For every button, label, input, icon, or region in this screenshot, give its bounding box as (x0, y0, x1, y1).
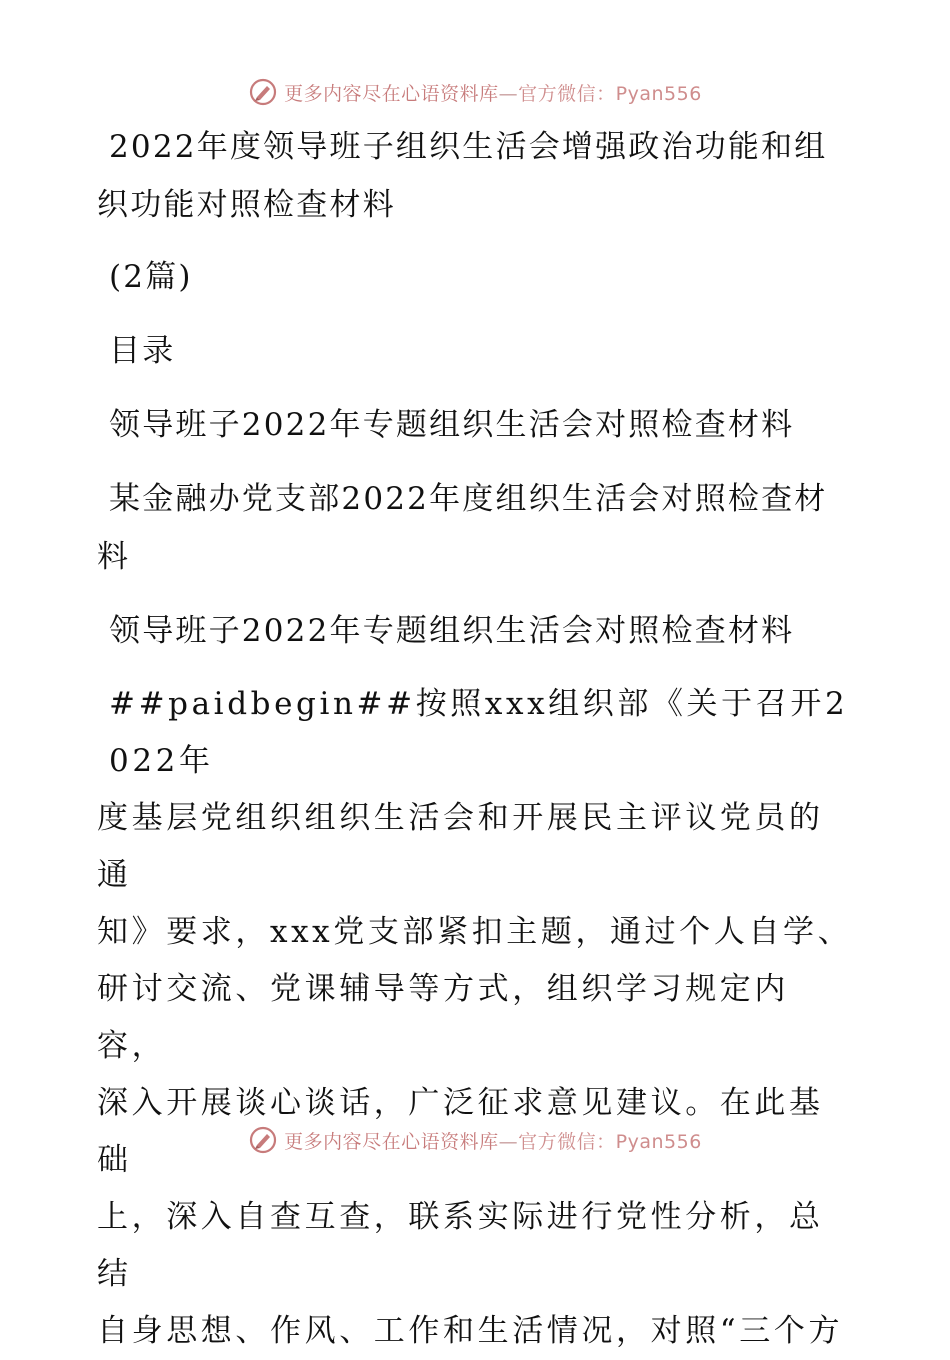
section-heading: 领导班子2022年专题组织生活会对照检查材料 (109, 613, 795, 649)
watermark-text: 更多内容尽在心语资料库—官方微信：Pyan556 (284, 1130, 702, 1153)
header-watermark (0, 72, 950, 112)
document-count: (2篇) (109, 259, 193, 295)
body-line: 深入开展谈心谈话，广泛征求意见建议。在此基础 (97, 1085, 824, 1178)
fountain-pen-logo-icon (248, 1125, 278, 1155)
toc-heading: 目录 (109, 333, 176, 369)
body-line: 上，深入自查互查，联系实际进行党性分析，总结 (97, 1199, 824, 1292)
toc-item-1: 领导班子2022年专题组织生活会对照检查材料 (109, 407, 795, 443)
body-line: 研讨交流、党课辅导等方式，组织学习规定内容， (97, 971, 789, 1064)
body-line: ##paidbegin##按照xxx组织部《关于召开2022年 (109, 686, 849, 779)
body-line: 知》要求，xxx党支部紧扣主题，通过个人自学、 (97, 914, 853, 950)
document-body (97, 118, 857, 1360)
body-paragraph (97, 676, 857, 1360)
toc-item-2-line-2: 料 (97, 539, 131, 575)
watermark-text: 更多内容尽在心语资料库—官方微信：Pyan556 (284, 82, 702, 105)
body-line: 自身思想、作风、工作和生活情况，对照“三个方 (97, 1313, 844, 1349)
footer-watermark (0, 1120, 950, 1160)
body-line: 度基层党组织组织生活会和开展民主评议党员的通 (97, 800, 824, 893)
fountain-pen-logo-icon (248, 77, 278, 107)
document-title-line-1: 2022年度领导班子组织生活会增强政治功能和组 (109, 129, 828, 165)
document-title-line-2: 织功能对照检查材料 (97, 187, 396, 223)
toc-item-2-line-1: 某金融办党支部2022年度组织生活会对照检查材 (109, 481, 828, 517)
